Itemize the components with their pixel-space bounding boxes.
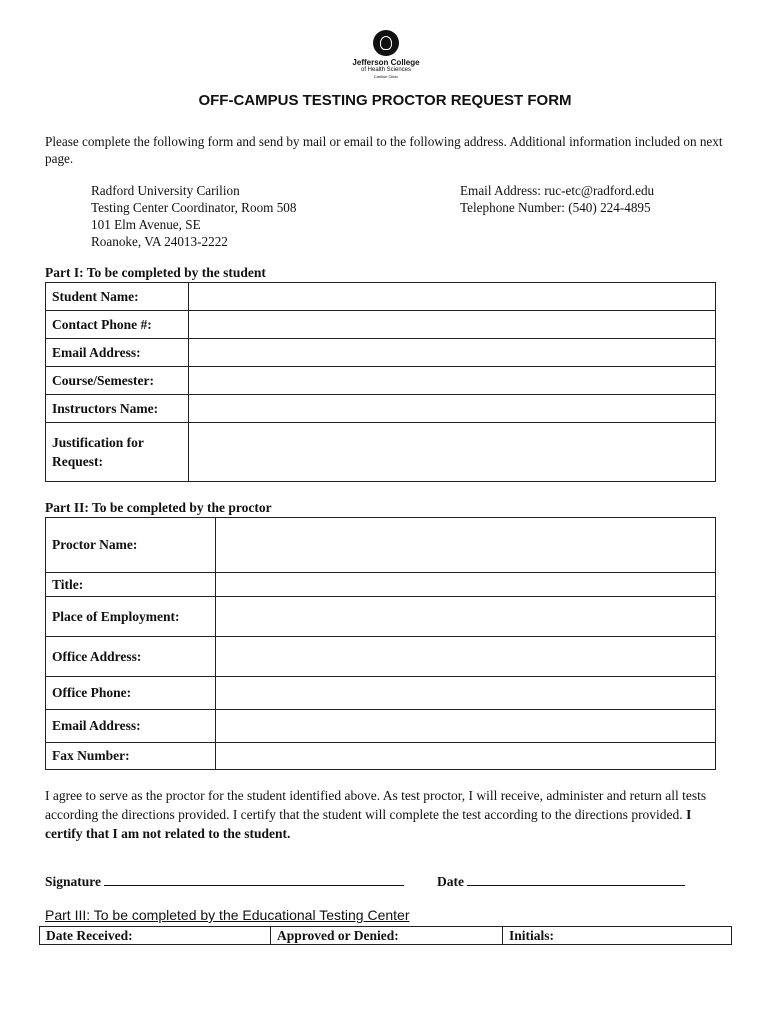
- contact-phone-field[interactable]: [189, 311, 716, 339]
- proctor-name-label: Proctor Name:: [46, 518, 216, 573]
- form-title: OFF-CAMPUS TESTING PROCTOR REQUEST FORM: [198, 92, 572, 109]
- table-row: [46, 743, 716, 770]
- table-row: [46, 677, 716, 710]
- contact-phone-label: Contact Phone #:: [46, 311, 189, 339]
- student-email-label: Email Address:: [46, 339, 189, 367]
- college-logo: [346, 30, 426, 80]
- part1-heading: Part I: To be completed by the student: [45, 265, 266, 280]
- table-row: [46, 311, 716, 339]
- student-email-field[interactable]: [189, 339, 716, 367]
- intro-text: Please complete the following form and send by mail or email to the following address. Additional information included on next page.: [45, 134, 723, 166]
- approved-denied-cell[interactable]: Approved or Denied:: [271, 927, 503, 945]
- table-row: [46, 423, 716, 482]
- contact-email: Email Address: ruc-etc@radford.edu: [460, 183, 655, 198]
- signature-row: [45, 873, 404, 890]
- date-row: [437, 873, 685, 890]
- logo-sub: of Health Sciences: [360, 67, 412, 73]
- student-name-field[interactable]: [189, 283, 716, 311]
- instructors-name-field[interactable]: [189, 395, 716, 423]
- date-line[interactable]: [467, 873, 685, 886]
- table-row: [40, 927, 732, 945]
- address-line: 101 Elm Avenue, SE: [91, 217, 201, 232]
- address-line: Testing Center Coordinator, Room 508: [91, 200, 297, 215]
- title-field[interactable]: [216, 573, 716, 597]
- table-row: [46, 637, 716, 677]
- date-label: Date: [437, 874, 464, 889]
- employment-field[interactable]: [216, 597, 716, 637]
- date-received-cell[interactable]: Date Received:: [40, 927, 271, 945]
- office-address-label: Office Address:: [46, 637, 216, 677]
- fax-number-label: Fax Number:: [46, 743, 216, 770]
- table-row: [46, 395, 716, 423]
- table-row: [46, 710, 716, 743]
- agreement-text: I agree to serve as the proctor for the student identified above. As test proctor, I will receive, administer and return all tests according the directions provided. I certify that the student will complete the test according to the directions provided.: [45, 788, 707, 822]
- proctor-agreement: [45, 786, 725, 843]
- office-phone-label: Office Phone:: [46, 677, 216, 710]
- office-address-field[interactable]: [216, 637, 716, 677]
- title-label: Title:: [46, 573, 216, 597]
- address-line: Roanoke, VA 24013-2222: [91, 234, 228, 249]
- agreement-certification: I certify that I am not related to the student.: [45, 807, 692, 841]
- table-row: [46, 367, 716, 395]
- mailing-address: [91, 182, 297, 250]
- part1-table: [45, 282, 716, 482]
- table-row: [46, 339, 716, 367]
- college-seal-icon: [373, 30, 399, 56]
- table-row: [46, 518, 716, 573]
- table-row: [46, 573, 716, 597]
- part2-table: [45, 517, 716, 770]
- office-phone-field[interactable]: [216, 677, 716, 710]
- fax-number-field[interactable]: [216, 743, 716, 770]
- initials-cell[interactable]: Initials:: [503, 927, 732, 945]
- table-row: [46, 597, 716, 637]
- logo-name: Jefferson College: [352, 58, 420, 67]
- course-semester-label: Course/Semester:: [46, 367, 189, 395]
- course-semester-field[interactable]: [189, 367, 716, 395]
- justification-field[interactable]: [189, 423, 716, 482]
- proctor-email-label: Email Address:: [46, 710, 216, 743]
- signature-label: Signature: [45, 874, 102, 889]
- part3-table: [39, 926, 732, 945]
- instructors-name-label: Instructors Name:: [46, 395, 189, 423]
- table-row: [46, 283, 716, 311]
- justification-label: Justification for Request:: [46, 423, 189, 482]
- part3-heading: Part III: To be completed by the Educational Testing Center: [45, 907, 410, 923]
- signature-line[interactable]: [104, 873, 404, 886]
- contact-phone: Telephone Number: (540) 224-4895: [460, 200, 651, 215]
- proctor-email-field[interactable]: [216, 710, 716, 743]
- student-name-label: Student Name:: [46, 283, 189, 311]
- part2-heading: Part II: To be completed by the proctor: [45, 500, 272, 515]
- proctor-name-field[interactable]: [216, 518, 716, 573]
- employment-label: Place of Employment:: [46, 597, 216, 637]
- contact-info: [460, 182, 654, 216]
- address-line: Radford University Carilion: [91, 183, 240, 198]
- logo-tiny: Carilion Clinic: [373, 74, 399, 79]
